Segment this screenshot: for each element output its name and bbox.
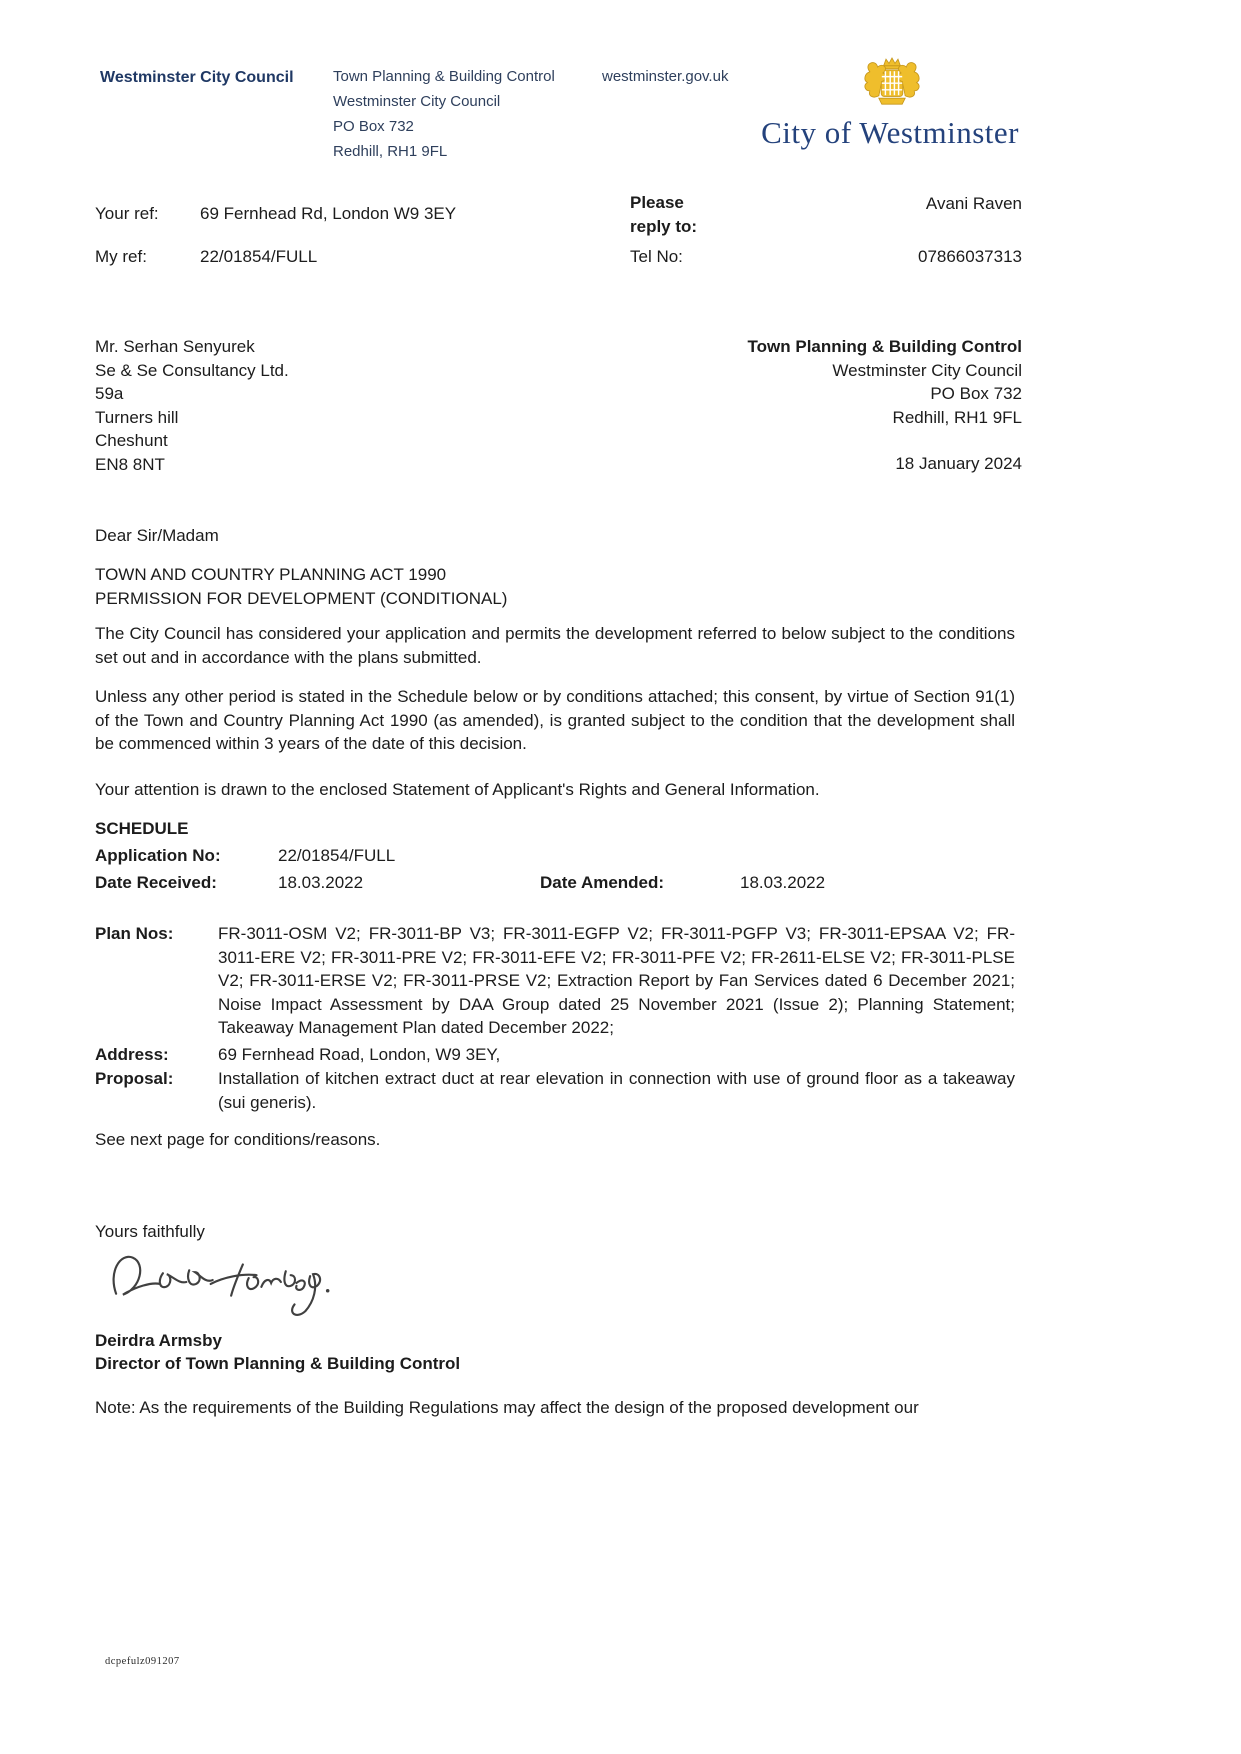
body-paragraph-1: The City Council has considered your application and permits the development referred to below subject to the conditions set out and in accordance with the plans submitted. bbox=[95, 624, 1015, 667]
signatory-title: Director of Town Planning & Building Control bbox=[95, 1354, 461, 1373]
dept-address-block bbox=[333, 64, 555, 164]
proposal-label: Proposal: bbox=[95, 1069, 174, 1088]
dept-address-line: Town Planning & Building Control bbox=[333, 68, 555, 85]
please-reply-to-label: Please reply to: bbox=[630, 193, 698, 236]
recipient-line: Cheshunt bbox=[95, 431, 168, 450]
sender-line: PO Box 732 bbox=[930, 384, 1022, 403]
westminster-crest-icon bbox=[850, 55, 934, 122]
valediction: Yours faithfully bbox=[95, 1222, 205, 1241]
address-value: 69 Fernhead Road, London, W9 3EY, bbox=[218, 1045, 501, 1064]
recipient-line: EN8 8NT bbox=[95, 454, 165, 474]
plan-nos-label: Plan Nos: bbox=[95, 924, 174, 943]
dept-address-line: Westminster City Council bbox=[333, 93, 501, 110]
dept-address-line: Redhill, RH1 9FL bbox=[333, 143, 448, 160]
heading-line-permission: PERMISSION FOR DEVELOPMENT (CONDITIONAL) bbox=[95, 588, 508, 608]
letter-date: 18 January 2024 bbox=[895, 454, 1022, 473]
council-name: Westminster City Council bbox=[100, 69, 294, 86]
date-amended-label: Date Amended: bbox=[540, 873, 665, 892]
case-officer-name: Avani Raven bbox=[925, 194, 1022, 213]
body-paragraph-2: Unless any other period is stated in the Schedule below or by conditions attached; this consent, by virtue of Section 91(1) of the Town and Country Planning Act 1990 (as amended), is granted subject to the condition that the development shall be commenced within 3 years of the date of this decision. bbox=[95, 687, 1015, 753]
recipient-line: Turners hill bbox=[95, 407, 179, 427]
sender-dept: Town Planning & Building Control bbox=[747, 337, 1022, 356]
address-label: Address: bbox=[95, 1045, 169, 1064]
date-amended-value: 18.03.2022 bbox=[740, 873, 826, 892]
building-regulations-note: Note: As the requirements of the Building Regulations may affect the design of the proposed development our bbox=[95, 1398, 919, 1417]
salutation: Dear Sir/Madam bbox=[95, 526, 219, 545]
letter-heading bbox=[95, 563, 507, 610]
recipient-line: Se & Se Consultancy Ltd. bbox=[95, 360, 289, 380]
council-website: westminster.gov.uk bbox=[602, 68, 729, 85]
date-received-label: Date Received: bbox=[95, 873, 217, 892]
date-received-value: 18.03.2022 bbox=[278, 873, 364, 892]
your-ref-value: 69 Fernhead Rd, London W9 3EY bbox=[200, 204, 457, 223]
signatory-name: Deirdra Armsby bbox=[95, 1331, 222, 1350]
recipient-line: 59a bbox=[95, 384, 124, 403]
tel-no-value: 07866037313 bbox=[917, 247, 1022, 266]
sender-address-block bbox=[748, 335, 1022, 429]
proposal-value: Installation of kitchen extract duct at rear elevation in connection with use of ground floor as a takeaway (sui generis). bbox=[218, 1069, 1015, 1112]
schedule-title: SCHEDULE bbox=[95, 819, 189, 838]
application-no-value: 22/01854/FULL bbox=[278, 846, 396, 865]
sender-line: Redhill, RH1 9FL bbox=[892, 407, 1022, 427]
sender-line: Westminster City Council bbox=[832, 360, 1022, 380]
my-ref-label: My ref: bbox=[95, 247, 147, 266]
plan-nos-value: FR-3011-OSM V2; FR-3011-BP V3; FR-3011-EGFP V2; FR-3011-PGFP V3; FR-3011-EPSAA V2; FR-3011-ERE V2; FR-3011-PRE V2; FR-3011-EFE V2; FR-3011-PFE V2; FR-2611-ELSE V2; FR-3011-PLSE V2; FR-3011-ERSE V2; FR-3011-PRSE V2; Extraction Report by Fan Services dated 6 December 2021; Noise Impact Assessment by DAA Group dated 25 November 2021 (Issue 2); Planning Statement; Takeaway Management Plan dated December 2022; bbox=[218, 924, 1015, 1037]
your-ref-label: Your ref: bbox=[95, 204, 159, 223]
my-ref-value: 22/01854/FULL bbox=[200, 247, 318, 266]
tel-no-label: Tel No: bbox=[630, 247, 683, 266]
dept-address-line: PO Box 732 bbox=[333, 118, 414, 135]
recipient-line: Mr. Serhan Senyurek bbox=[95, 337, 255, 356]
city-of-westminster-logotype: City of Westminster bbox=[761, 115, 1019, 150]
application-no-label: Application No: bbox=[95, 846, 221, 865]
signature-image bbox=[100, 1243, 335, 1328]
see-next-page-note: See next page for conditions/reasons. bbox=[95, 1130, 381, 1149]
recipient-address-block bbox=[95, 335, 289, 476]
document-footer-code: dcpefulz091207 bbox=[105, 1656, 180, 1667]
body-paragraph-3: Your attention is drawn to the enclosed Statement of Applicant's Rights and General Information. bbox=[95, 780, 820, 799]
heading-line-act: TOWN AND COUNTRY PLANNING ACT 1990 bbox=[95, 565, 447, 584]
